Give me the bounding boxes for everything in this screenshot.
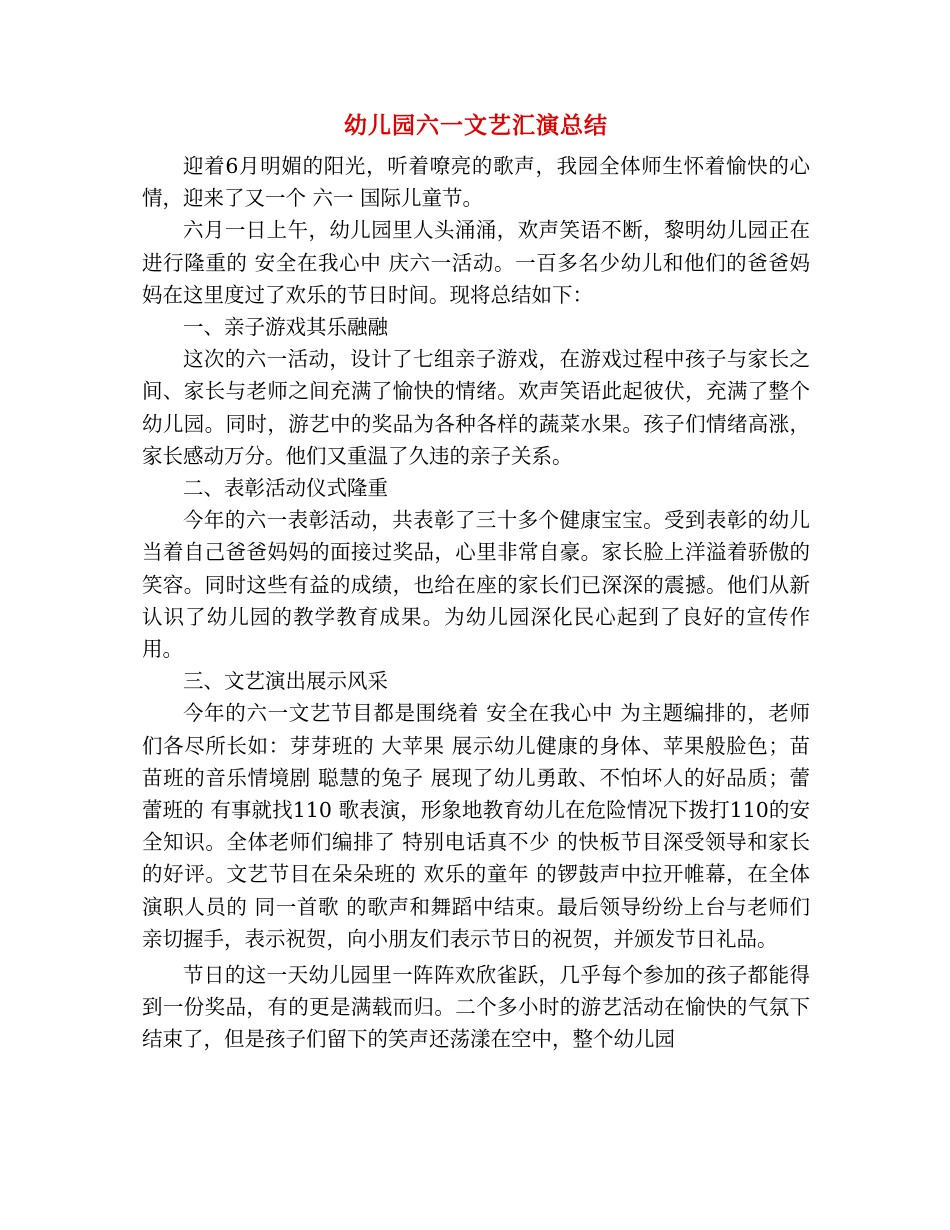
- document-title: 幼儿园六一文艺汇演总结: [344, 112, 608, 139]
- section-1-body: 这次的六一活动，设计了七组亲子游戏，在游戏过程中孩子与家长之间、家长与老师之间充满了愉快的情绪。欢声笑语此起彼伏，充满了整个幼儿园。同时，游艺中的奖品为各种各样的蔬菜水果。孩子们情绪高涨，家长感动万分。他们又重温了久违的亲子关系。: [142, 347, 810, 468]
- section-3-heading: 三、文艺演出展示风采: [183, 669, 388, 694]
- document-page: [142, 108, 810, 1056]
- section-2-body: 今年的六一表彰活动，共表彰了三十多个健康宝宝。受到表彰的幼儿当着自己爸爸妈妈的面接过奖品，心里非常自豪。家长脸上洋溢着骄傲的笑容。同时这些有益的成绩，也给在座的家长们已深深的震撼。他们从新认识了幼儿园的教学教育成果。为幼儿园深化民心起到了良好的宣传作用。: [142, 508, 810, 662]
- section-1-heading: 一、亲子游戏其乐融融: [183, 315, 388, 340]
- closing-paragraph: 节日的这一天幼儿园里一阵阵欢欣雀跃，几乎每个参加的孩子都能得到一份奖品，有的更是满载而归。二个多小时的游艺活动在愉快的气氛下结束了，但是孩子们留下的笑声还荡漾在空中，整个幼儿园: [142, 963, 810, 1052]
- intro-paragraph-2: 六月一日上午，幼儿园里人头涌涌，欢声笑语不断，黎明幼儿园正在进行隆重的 安全在我心中 庆六一活动。一百多名少幼儿和他们的爸爸妈妈在这里度过了欢乐的节日时间。现将总结如下：: [142, 218, 810, 307]
- section-2-heading: 二、表彰活动仪式隆重: [183, 476, 388, 501]
- section-3-body: 今年的六一文艺节目都是围绕着 安全在我心中 为主题编排的，老师们各尽所长如：芽芽班的 大苹果 展示幼儿健康的身体、苹果般脸色；苗苗班的音乐情境剧 聪慧的兔子 展现了幼儿勇敢、不怕坏人的好品质；蕾蕾班的 有事就找110 歌表演，形象地教育幼儿在危险情况下拨打110的安全知识。全体老师们编排了 特别电话真不少 的快板节目深受领导和家长的好评。文艺节目在朵朵班的 欢乐的童年 的锣鼓声中拉开帷幕，在全体演职人员的 同一首歌 的歌声和舞蹈中结束。最后领导纷纷上台与老师们亲切握手，表示祝贺，向小朋友们表示节日的祝贺，并颁发节日礼品。: [142, 701, 810, 951]
- intro-paragraph-1: 迎着6月明媚的阳光，听着嘹亮的歌声，我园全体师生怀着愉快的心情，迎来了又一个 六一 国际儿童节。: [142, 154, 810, 211]
